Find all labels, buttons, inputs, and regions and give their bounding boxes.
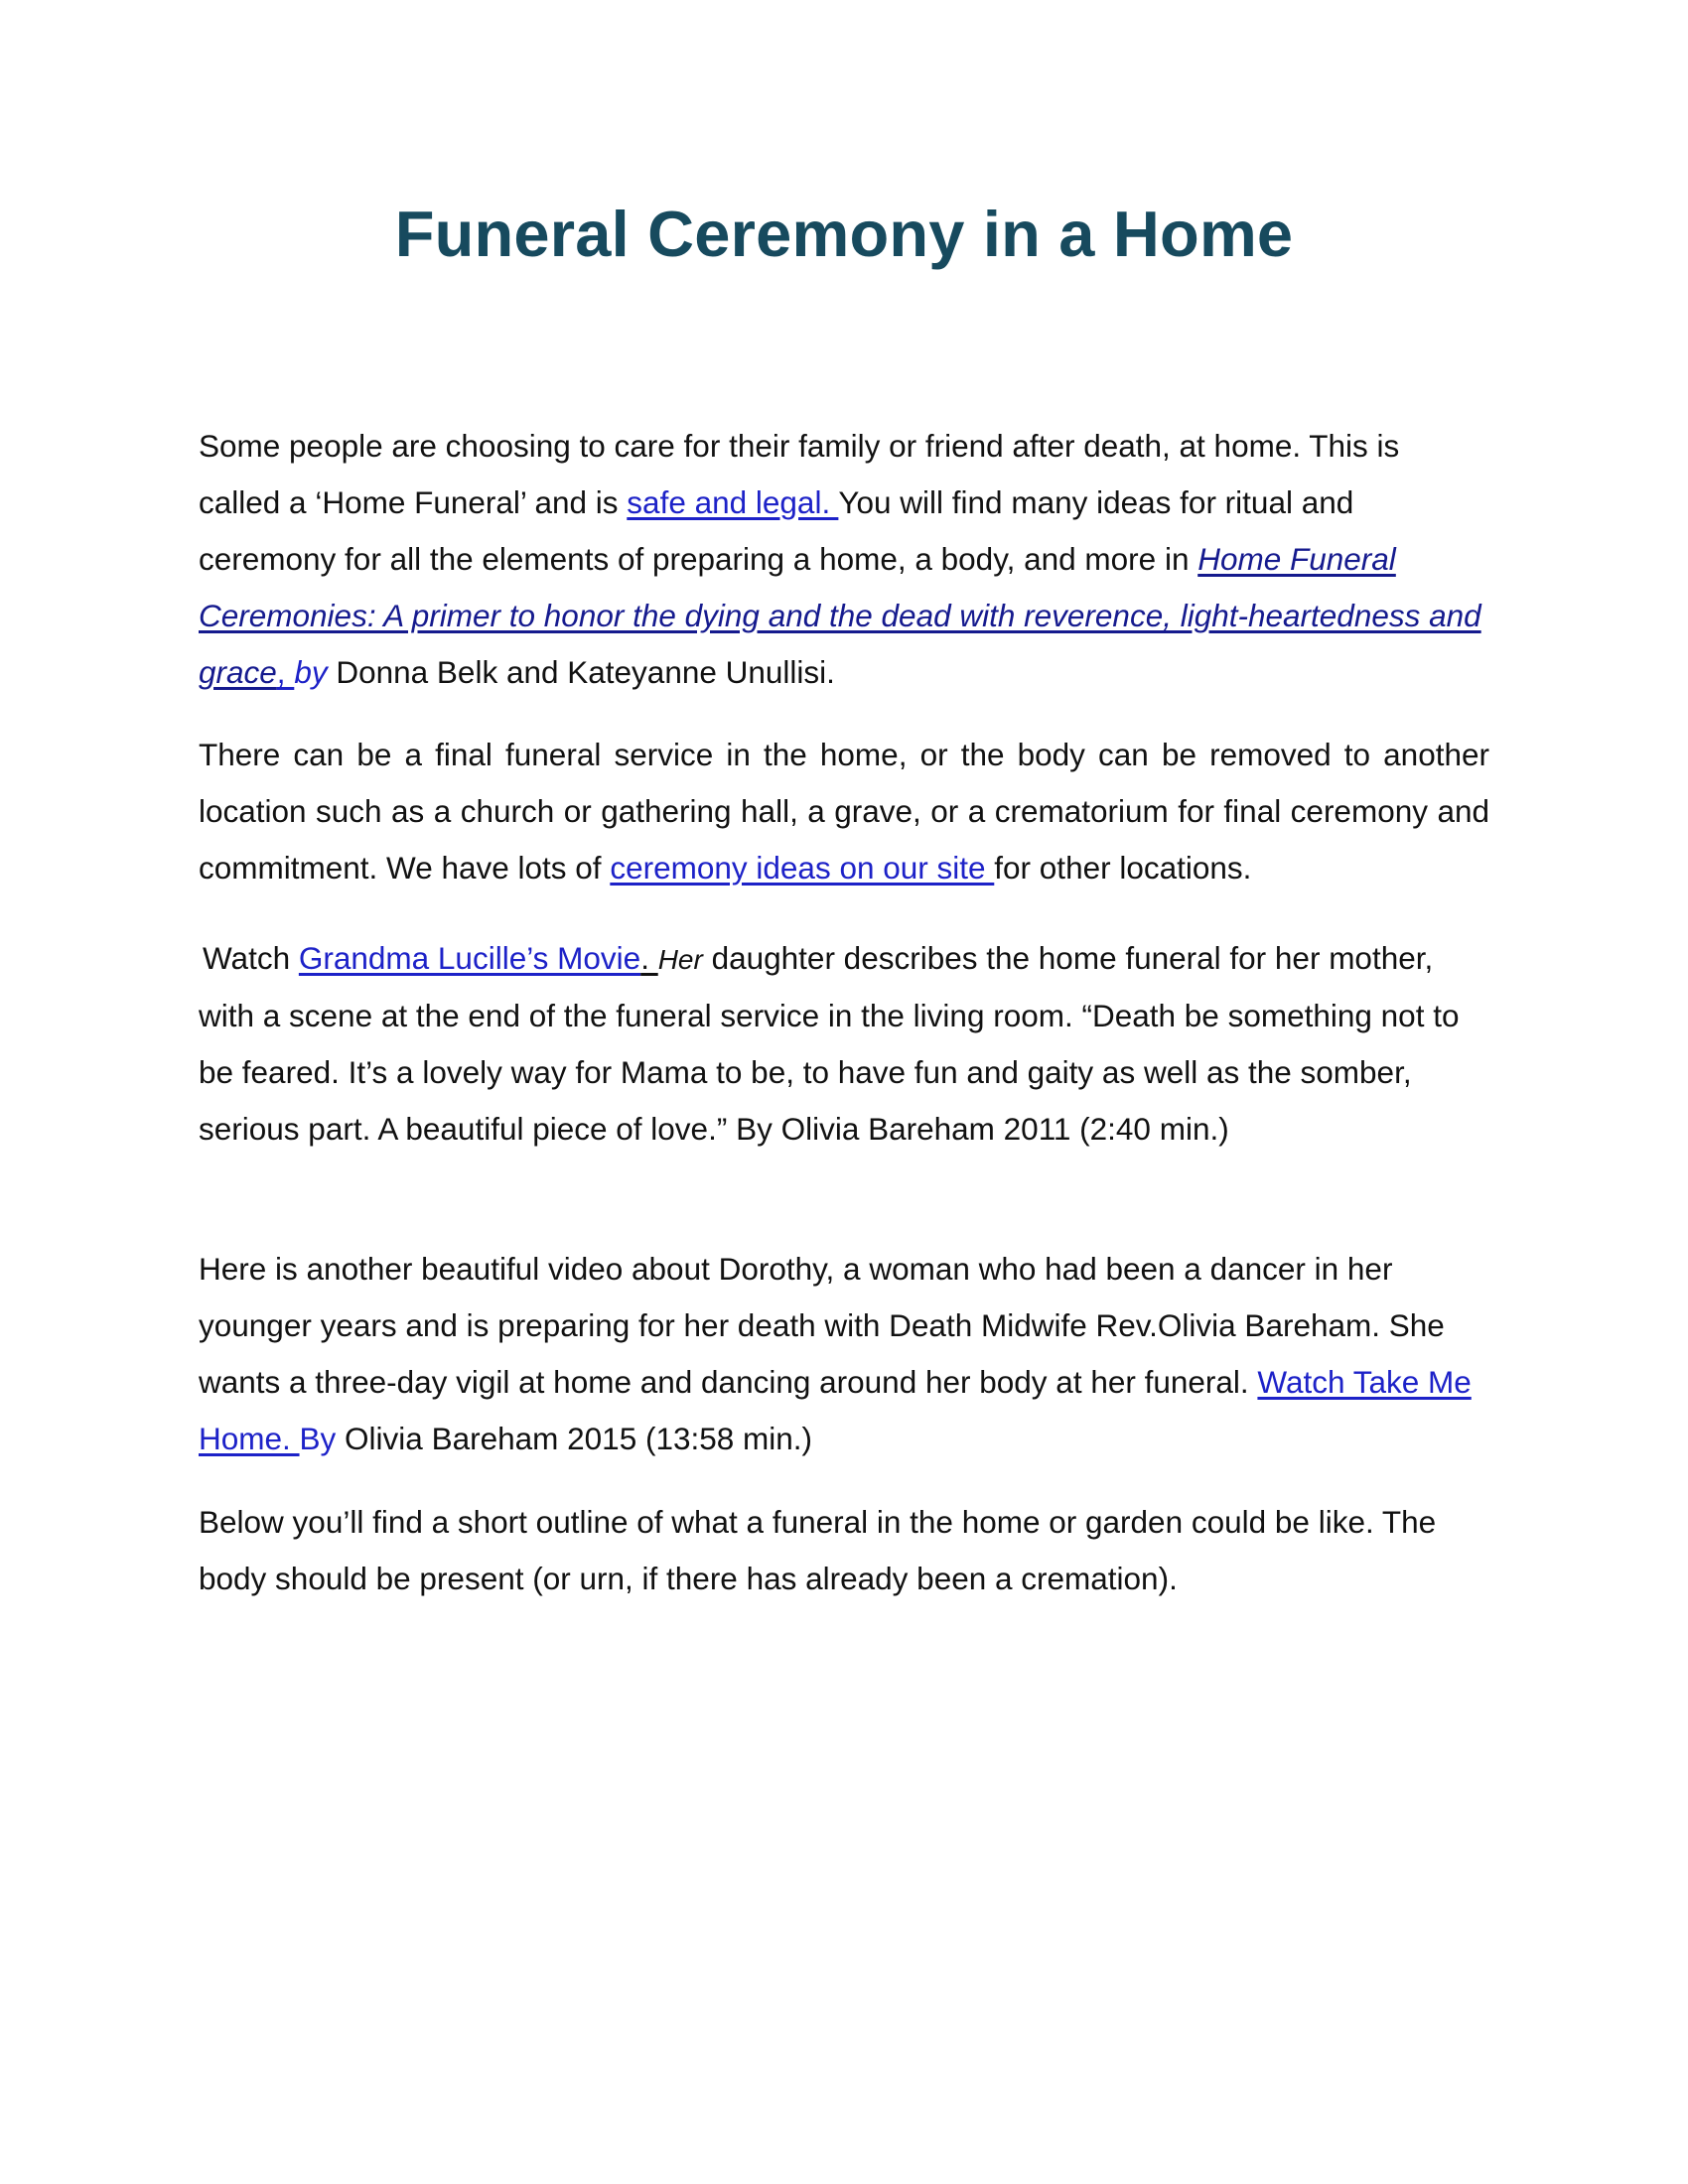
paragraph-locations-text-b: for other locations. — [994, 850, 1252, 886]
paragraph-lucille-text-a: Watch — [203, 940, 299, 976]
ceremony-ideas-link[interactable]: ceremony ideas on our site — [610, 850, 995, 886]
home-funeral-ceremonies-book-link[interactable]: Home Funeral Ceremonies: A primer to honor the dying and the dead with reverence, light-heartedness and grace — [199, 541, 1481, 690]
paragraph-intro-text-a: Some people are choosing to care for their family or friend after death, at home. This is called a ‘Home Funeral’ and is — [199, 428, 1400, 520]
paragraph-lucille-text-b: daughter describes the home funeral for her mother, with a scene at the end of the funeral service in the living room. “Death be something not to be feared. It’s a lovely way for Mama to be, to have fun and gaity as well as the somber, serious part. A beautiful piece of love.” By Olivia Bareham 2011 (2:40 min.) — [199, 940, 1460, 1147]
watch-take-me-home-link[interactable]: Watch Take Me Home. — [199, 1364, 1472, 1456]
safe-and-legal-link[interactable]: safe and legal. — [627, 484, 839, 520]
grandma-lucille-movie-link-tail[interactable]: . — [640, 940, 658, 976]
paragraph-intro-text-c: Donna Belk and Kateyanne Unullisi. — [327, 654, 835, 690]
paragraph-dorothy-video — [199, 1241, 1489, 1467]
video-by-label: By — [299, 1421, 337, 1456]
paragraph-outline-intro: Below you’ll find a short outline of what a funeral in the home or garden could be like. The body should be present (or urn, if there has already been a cremation). — [199, 1504, 1437, 1596]
paragraph-locations — [199, 727, 1489, 896]
paragraph-dorothy-text-b: Olivia Bareham 2015 (13:58 min.) — [336, 1421, 813, 1456]
book-by-label: by — [294, 654, 328, 690]
paragraph-dorothy-text-a: Here is another beautiful video about Dorothy, a woman who had been a dancer in her younger years and is preparing for her death with Death Midwife Rev.Olivia Bareham. She wants a three-day vigil at home and dancing around her body at her funeral. — [199, 1251, 1445, 1400]
home-funeral-ceremonies-book-link-tail[interactable]: , — [276, 654, 295, 690]
paragraph-intro — [199, 418, 1489, 701]
her-italic-word: Her — [657, 944, 703, 975]
grandma-lucille-movie-link[interactable]: Grandma Lucille’s Movie — [298, 940, 641, 976]
paragraph-lucille-movie — [199, 930, 1489, 1158]
paragraph-locations-text-a: There can be a final funeral service in the home, or the body can be removed to another location such as a church or gathering hall, a grave, or a crematorium for final ceremony and commitment. We have lots of — [199, 737, 1489, 886]
page-title: Funeral Ceremony in a Home — [394, 198, 1294, 270]
paragraph-intro-text-b: You will find many ideas for ritual and ceremony for all the elements of preparing a home, a body, and more in — [199, 484, 1354, 577]
